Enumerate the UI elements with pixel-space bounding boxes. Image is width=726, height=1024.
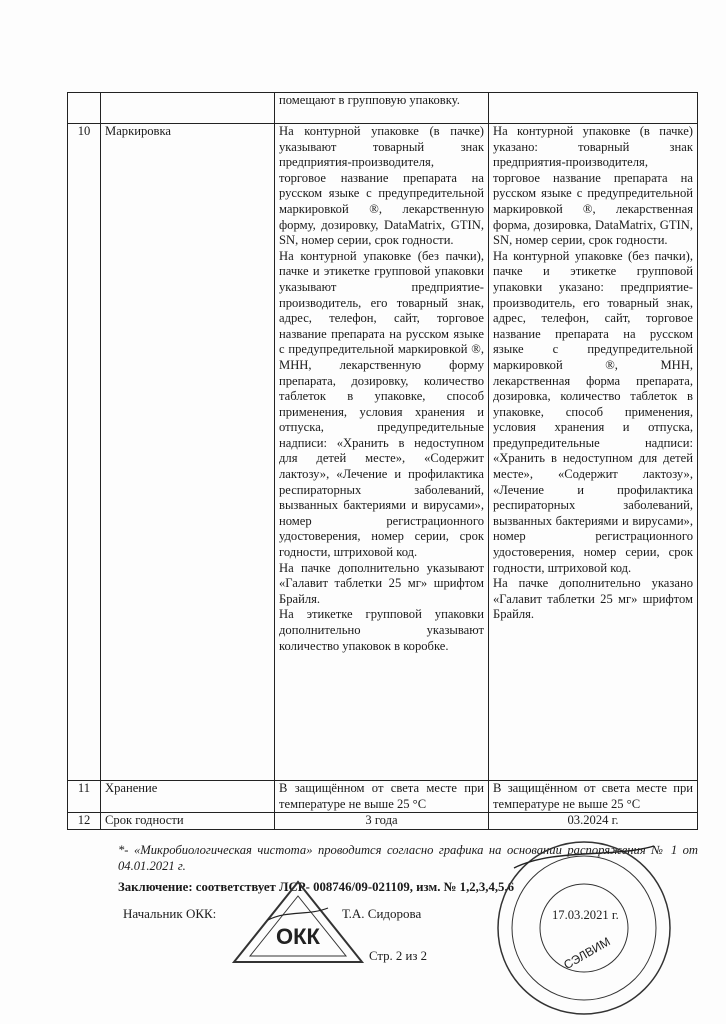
seal-center-text: СЭЛВИМ <box>561 934 613 973</box>
spec-paragraph: На пачке дополнительно указывают «Галавит таблетки 25 мг» шрифтом Брайля. <box>279 560 484 606</box>
spec-paragraph: На контурной упаковке (в пачке) указывают товарный знак предприятия-производителя, торговое название препарата на русском языке с предупредительной маркировкой ®, лекарственную форму, дозировку, DataMatrix, GTIN, SN, номер серии, срок годности. <box>279 124 484 248</box>
table-row <box>68 813 698 830</box>
spec-paragraph: На этикетке групповой упаковки дополнительно указывают количество упаковок в коробке. <box>279 607 484 653</box>
row-number: 11 <box>68 781 101 813</box>
table-row <box>68 124 698 781</box>
row-fact: В защищённом от света месте при температуре не выше 25 °С <box>489 781 698 813</box>
row-fact <box>489 124 698 781</box>
row-parameter: Хранение <box>101 781 275 813</box>
row-parameter <box>101 93 275 124</box>
stamp-date: 17.03.2021 г. <box>552 908 619 922</box>
footnote: *- «Микробиологическая чистота» проводится согласно графика на основании распоряжения № 1 от 04.01.2021 г. <box>118 843 698 873</box>
table-row <box>68 93 698 124</box>
row-number: 10 <box>68 124 101 781</box>
okk-stamp-icon <box>228 880 368 970</box>
fact-paragraph: На контурной упаковке (в пачке) указано: товарный знак предприятия-производителя, торговое название препарата на русском языке с предупредительной маркировкой ®, лекарственная форма, дозировка, DataMatrix, GTIN, SN, номер серии, срок годности. <box>493 124 693 248</box>
signature-title: Начальник ОКК: <box>123 906 217 921</box>
stamp-text: ОКК <box>276 924 320 949</box>
row-spec: 3 года <box>275 813 489 830</box>
row-parameter: Маркировка <box>101 124 275 781</box>
row-parameter: Срок годности <box>101 813 275 830</box>
fact-paragraph: На контурной упаковке (без пачки), пачке и этикетке групповой упаковки указано: предприятие-производитель, его товарный знак, адрес, телефон, сайт, торговое название препарата на русском языке с предупредительной маркировкой ®, МНН, лекарственная форма препарата, дозировка, количество таблеток в упаковке, способ применения, условия хранения и отпуска, предупредительные надписи: «Хранить в недоступном для детей месте», «Содержит лактозу», «Лечение и профилактика респираторных заболеваний, вызванных бактериями и вирусами», номер регистрационного удостоверения, номер серии, срок годности, штриховой код. <box>493 248 693 575</box>
table-row <box>68 781 698 813</box>
spec-paragraph: На контурной упаковке (без пачки), пачке и этикетке групповой упаковки указывают предприятие-производитель, его товарный знак, адрес, телефон, сайт, торговое название препарата на русском языке с предупредительной маркировкой ®, МНН, лекарственную форму препарата, дозировку, количество таблеток в упаковке, способ применения, условия хранения и отпуска, предупредительные надписи: «Хранить в недоступном для детей месте», «Содержит лактозу», «Лечение и профилактика респираторных заболеваний, вызванных бактериями и вирусами», номер регистрационного удостоверения, номер серии, срок годности, штриховой код. <box>279 248 484 560</box>
conclusion: Заключение: соответствует ЛСР- 008746/09-021109, изм. № 1,2,3,4,5,6 <box>118 880 515 894</box>
row-spec: В защищённом от света месте при температуре не выше 25 °С <box>275 781 489 813</box>
row-spec: помещают в групповую упаковку. <box>275 93 489 124</box>
row-fact: 03.2024 г. <box>489 813 698 830</box>
specification-table <box>67 92 698 830</box>
page-number: Стр. 2 из 2 <box>369 949 428 963</box>
row-fact <box>489 93 698 124</box>
fact-paragraph: На пачке дополнительно указано «Галавит таблетки 25 мг» шрифтом Брайля. <box>493 576 693 622</box>
row-spec <box>275 124 489 781</box>
signature-name: Т.А. Сидорова <box>342 906 422 921</box>
row-number <box>68 93 101 124</box>
row-number: 12 <box>68 813 101 830</box>
round-seal-icon <box>494 838 674 1018</box>
